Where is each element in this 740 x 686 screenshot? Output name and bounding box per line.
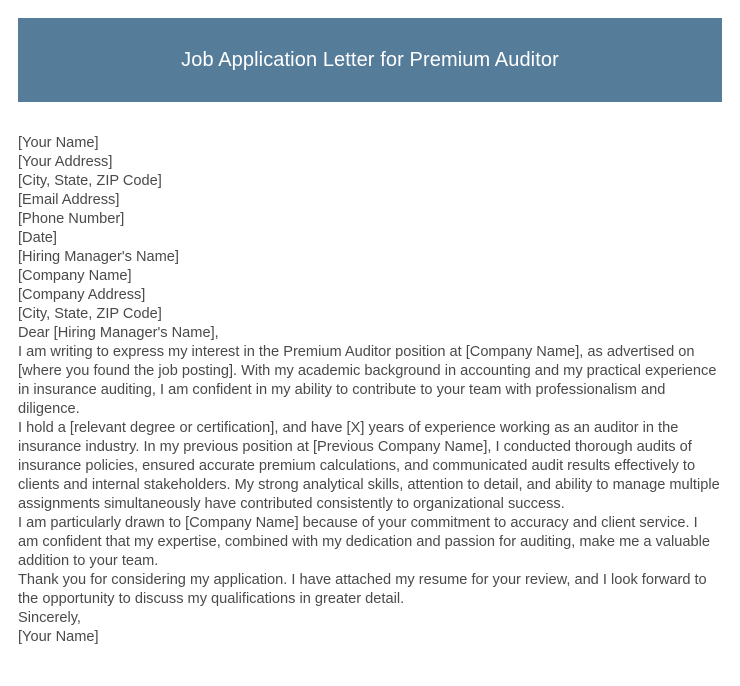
document-header-banner <box>18 18 722 102</box>
body-paragraph-1: I am writing to express my interest in the Premium Auditor position at [Company Name], as advertised on [where you found the job posting]. With my academic background in accounting and my practical experience in insurance auditing, I am confident in my ability to contribute to your team with professionalism and diligence. <box>18 344 717 417</box>
body-paragraph-3: I am particularly drawn to [Company Name] because of your commitment to accuracy and client service. I am confident that my expertise, combined with my dedication and passion for auditing, make me a valuable addition to your team. <box>18 515 710 569</box>
date-line: [Date] <box>18 230 57 246</box>
letter-body <box>18 134 722 647</box>
closing-line: Sincerely, <box>18 610 81 626</box>
recipient-manager-line: [Hiring Manager's Name] <box>18 249 179 265</box>
sender-address-line: [Your Address] <box>18 154 113 170</box>
sender-city-line: [City, State, ZIP Code] <box>18 173 162 189</box>
recipient-company-line: [Company Name] <box>18 268 132 284</box>
recipient-address-line: [Company Address] <box>18 287 146 303</box>
salutation-line: Dear [Hiring Manager's Name], <box>18 325 219 341</box>
signature-name-line: [Your Name] <box>18 629 99 645</box>
body-paragraph-4: Thank you for considering my application. I have attached my resume for your review, and I look forward to the opportunity to discuss my qualifications in greater detail. <box>18 572 707 607</box>
sender-email-line: [Email Address] <box>18 192 120 208</box>
recipient-city-line: [City, State, ZIP Code] <box>18 306 162 322</box>
body-paragraph-2: I hold a [relevant degree or certification], and have [X] years of experience working as an auditor in the insurance industry. In my previous position at [Previous Company Name], I conducted thorough audits of insurance policies, ensured accurate premium calculations, and communicated audit results effectively to clients and internal stakeholders. My strong analytical skills, attention to detail, and ability to manage multiple assignments simultaneously have contributed consistently to organizational success. <box>18 420 720 512</box>
document-title: Job Application Letter for Premium Auditor <box>181 49 559 71</box>
sender-phone-line: [Phone Number] <box>18 211 125 227</box>
sender-name-line: [Your Name] <box>18 135 99 151</box>
